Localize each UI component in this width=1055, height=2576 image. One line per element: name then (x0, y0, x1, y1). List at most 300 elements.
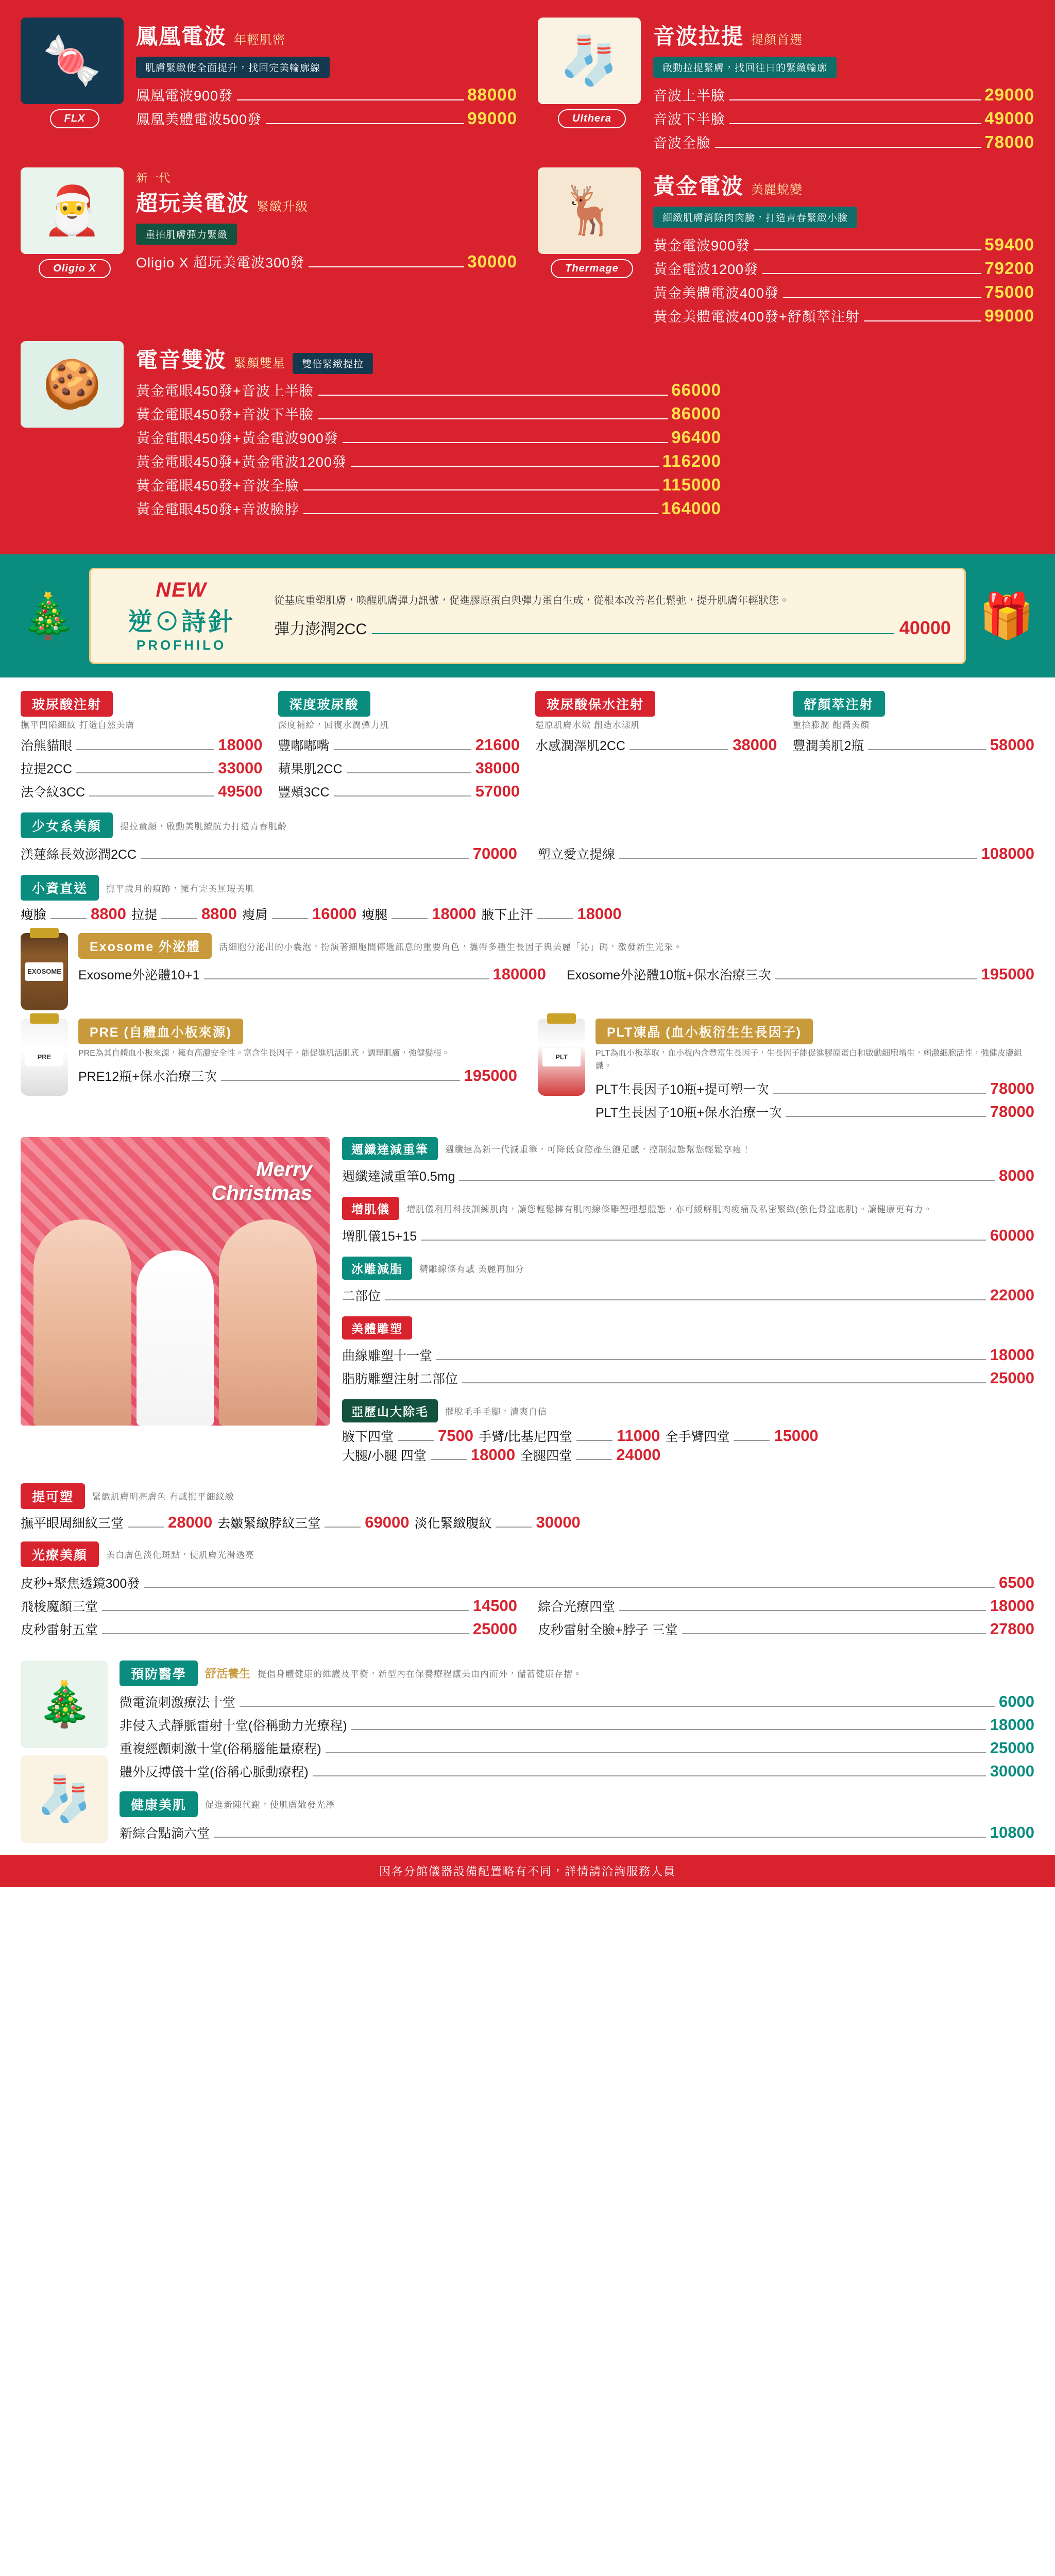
treatment-heading (136, 20, 517, 50)
treatment-heading (653, 20, 1034, 50)
filler-block-sculptra (793, 691, 1035, 803)
plt-details (595, 1019, 1034, 1124)
price-value: 78000 (990, 1102, 1034, 1121)
leader-dots (303, 513, 658, 514)
price-value: 99000 (984, 306, 1034, 325)
growth-factor-grid (21, 1019, 1034, 1132)
leader-dots (76, 749, 214, 750)
leader-dots (576, 1440, 612, 1441)
price-value: 10800 (990, 1823, 1034, 1841)
leader-dots (775, 978, 977, 979)
category-header (120, 1660, 1034, 1686)
price-row (136, 378, 721, 402)
model-figure-right (219, 1219, 317, 1426)
price-value: 75000 (984, 282, 1034, 301)
price-row (274, 616, 951, 639)
price-value: 15000 (774, 1426, 819, 1445)
leader-dots (144, 1587, 995, 1588)
price-row (21, 757, 263, 780)
model-figure-left (33, 1219, 131, 1426)
price-label: 黃金電眼450發+黃金電波1200發 (136, 454, 347, 470)
leader-dots (462, 1382, 986, 1383)
price-row (278, 780, 520, 803)
new-generation-flag: 新一代 (136, 172, 171, 184)
price-label: 全腿四堂 (520, 1448, 572, 1463)
price-value: 78000 (990, 1079, 1034, 1097)
category-label: 亞歷山大除毛 (342, 1399, 438, 1422)
price-value: 59400 (984, 235, 1034, 254)
category-subtitle: 舒活養生 (205, 1667, 251, 1681)
cryolipolysis-block (342, 1257, 1034, 1307)
price-value: 79200 (984, 259, 1034, 278)
price-value: 108000 (981, 844, 1034, 862)
leader-dots (237, 99, 464, 100)
price-row (136, 83, 517, 107)
price-label: 塑立愛立提線 (538, 848, 616, 862)
leader-dots (729, 99, 981, 100)
leader-dots (325, 1527, 361, 1528)
main-services-section (0, 677, 1055, 1137)
christmas-tree-icon: 🎄 (21, 591, 76, 641)
price-label: 腋下止汗 (481, 908, 533, 922)
price-value: 180000 (492, 965, 546, 983)
exosome-block (21, 933, 1034, 1010)
price-label: 拉提2CC (21, 762, 73, 776)
price-label: 黃金電眼450發+音波上半臉 (136, 383, 314, 399)
tixel-block (21, 1483, 1034, 1532)
price-row (120, 1760, 1034, 1783)
merry-christmas-text: Merry Christmas (211, 1158, 312, 1205)
category-label: PLT凍晶 (血小板衍生生長因子) (595, 1019, 813, 1044)
category-header (21, 1541, 1034, 1567)
price-label: 法令紋3CC (21, 785, 86, 800)
price-row (481, 905, 621, 924)
price-row (21, 1595, 517, 1618)
price-row (342, 1284, 1034, 1307)
pre-details (78, 1019, 517, 1088)
price-value: 40000 (899, 617, 951, 638)
profhilo-description: 從基底重塑肌膚，喚醒肌膚彈力訊號，促進膠原蛋白與彈力蛋白生成，從根本改善老化鬆弛，提升肌膚年輕狀態。 (274, 595, 790, 606)
price-label: 大腿/小腿 四堂 (342, 1448, 427, 1463)
treatment-tagline: 雙倍緊緻提拉 (293, 353, 373, 374)
price-value: 18000 (990, 1596, 1034, 1615)
price-label: Exosome外泌體10瓶+保水治療三次 (567, 968, 771, 982)
treatment-tagline: 啟動拉提緊膚，找回往日的緊緻輪廓 (653, 57, 837, 78)
price-row (567, 963, 1034, 986)
price-row (136, 250, 517, 274)
energy-devices-grid (21, 18, 1034, 534)
price-value: 7500 (438, 1426, 473, 1445)
leader-dots (102, 1610, 469, 1611)
laser-hair-removal-block (342, 1399, 1034, 1465)
treatment-name: 音波拉提 (653, 24, 744, 48)
price-label: 黃金美體電波400發 (653, 285, 779, 301)
model-figures (21, 1204, 330, 1426)
category-header (342, 1257, 1034, 1280)
leader-dots (754, 249, 981, 250)
category-label: 深度玻尿酸 (278, 691, 370, 717)
price-label: 渼蓮絲長效澎潤2CC (21, 848, 137, 862)
leader-dots (343, 442, 668, 443)
price-row (595, 1100, 1034, 1124)
price-value: 8000 (999, 1166, 1034, 1184)
leader-dots (773, 1093, 985, 1094)
price-label: 皮秒雷射五堂 (21, 1622, 98, 1637)
price-row (342, 1164, 1034, 1188)
price-label: 音波全臉 (653, 135, 711, 151)
profhilo-section (0, 554, 1055, 677)
category-description: 提倡身體健康的維護及平衡，新型內在保養療程讓美由內而外，儲蓄健康存摺。 (258, 1669, 583, 1680)
price-value: 21600 (475, 736, 520, 754)
youth-series-block (21, 812, 1034, 866)
category-label: 小資直送 (21, 875, 99, 901)
price-label: 新綜合點滴六堂 (120, 1826, 210, 1841)
category-header (535, 691, 777, 717)
leader-dots (629, 749, 728, 750)
energy-devices-section (0, 0, 1055, 554)
leader-dots (619, 858, 977, 859)
category-header (21, 1483, 1034, 1509)
preventive-wrapper (21, 1660, 1034, 1844)
price-value: 18000 (990, 1345, 1034, 1364)
price-label: 豐嘟嘟嘴 (278, 739, 330, 753)
price-label: 皮秒雷射全臉+脖子 三堂 (538, 1622, 678, 1637)
leader-dots (436, 1359, 986, 1360)
price-row (131, 905, 237, 924)
price-row (653, 107, 1034, 130)
treatment-name: 超玩美電波 (136, 191, 250, 215)
treatment-name: 電音雙波 (136, 348, 227, 372)
price-value: 29000 (984, 85, 1034, 104)
leader-dots (326, 1752, 986, 1753)
price-value: 99000 (467, 109, 517, 128)
price-label: 治熊貓眼 (21, 739, 73, 753)
price-row (120, 1690, 1034, 1714)
price-row (136, 497, 721, 520)
price-label: 非侵入式靜脈雷射十堂(俗稱動力光療程) (120, 1718, 347, 1733)
price-label: 黃金電眼450發+黃金電波900發 (136, 431, 338, 446)
preventive-illustrations (21, 1660, 108, 1843)
category-label: 光療美顏 (21, 1541, 99, 1567)
price-value: 8800 (91, 905, 126, 923)
price-value: 49500 (218, 782, 263, 800)
price-label: 黃金電眼450發+音波臉脖 (136, 502, 299, 517)
leader-dots (76, 772, 214, 773)
treatment-illustration (21, 18, 129, 128)
category-description: 撫平歲月的痕跡，擁有完美無瑕美肌 (106, 884, 255, 894)
category-header (793, 691, 1035, 717)
leader-dots (102, 1633, 469, 1634)
price-label: 黃金電波1200發 (653, 262, 759, 277)
treatment-name: 鳳凰電波 (136, 24, 227, 48)
budget-price-row (21, 905, 1034, 924)
price-value: 18000 (432, 905, 477, 923)
treatment-card-thermage (538, 167, 1034, 328)
leader-dots (141, 858, 469, 859)
price-row (342, 1344, 1034, 1367)
snowman-prop (137, 1250, 214, 1426)
leader-dots (161, 918, 197, 919)
price-row (653, 233, 1034, 257)
price-value: 18000 (577, 905, 622, 923)
treatment-card-ulthera (538, 18, 1034, 154)
leader-dots (309, 266, 464, 267)
price-label: 彈力澎潤2CC (274, 621, 367, 638)
price-label: 週纖達減重筆0.5mg (342, 1169, 455, 1184)
price-label: 皮秒+聚焦透鏡300發 (21, 1576, 140, 1591)
leader-dots (372, 633, 894, 634)
price-value: 195000 (981, 965, 1034, 983)
price-value: 66000 (671, 380, 721, 399)
leader-dots (89, 795, 214, 796)
price-value: 78000 (984, 132, 1034, 151)
price-value: 164000 (661, 499, 721, 518)
treatment-subtitle: 緊緻升級 (257, 200, 309, 214)
brand-badge: Thermage (551, 259, 633, 278)
price-value: 22000 (990, 1285, 1034, 1304)
price-value: 18000 (470, 1445, 516, 1464)
body-sculpting-block (342, 1316, 1034, 1390)
body-treatments-column (342, 1137, 1034, 1474)
price-value: 33000 (218, 759, 263, 777)
category-description: PLT為血小板萃取，血小板內含豐富生長因子，生長因子能促進膠原蛋白和啟動細胞增生，刺激細胞活性，強健皮膚組織。 (595, 1049, 1023, 1071)
price-row (653, 280, 1034, 304)
price-row (665, 1427, 818, 1446)
vial-cap (30, 1013, 59, 1024)
leader-dots (385, 1299, 986, 1300)
vial-label: PRE (25, 1048, 63, 1066)
price-value: 195000 (464, 1066, 517, 1084)
profhilo-card (89, 568, 966, 664)
treatment-details (646, 18, 1034, 154)
price-value: 30000 (467, 252, 517, 271)
category-header (21, 875, 1034, 901)
profhilo-name-en: PROFHILO (136, 637, 227, 653)
price-value: 27800 (990, 1619, 1034, 1638)
price-label: 去皺緊緻脖紋三堂 (217, 1516, 321, 1531)
category-header (342, 1316, 1034, 1340)
category-label: 玻尿酸保水注射 (535, 691, 655, 717)
leader-dots (221, 1080, 460, 1081)
treatment-illustration (538, 18, 646, 128)
price-row (535, 734, 777, 757)
price-label: PLT生長因子10瓶+保水治療一次 (595, 1105, 782, 1120)
price-label: 瘦肩 (242, 908, 268, 922)
christmas-tree-icon: 🎄 (21, 1660, 108, 1748)
brand-badge: Ulthera (558, 109, 626, 128)
price-label: 曲線雕塑十一堂 (342, 1348, 433, 1363)
price-row (538, 1618, 1034, 1641)
leader-dots (783, 297, 981, 298)
price-row (21, 905, 126, 924)
treatment-details (646, 167, 1034, 328)
leader-dots (334, 749, 471, 750)
treatment-subtitle: 美麗蛻變 (751, 183, 803, 197)
preventive-content (120, 1660, 1034, 1844)
price-row (342, 1367, 1034, 1390)
price-row (595, 1077, 1034, 1100)
profhilo-details (274, 592, 951, 639)
category-header (21, 812, 1034, 838)
price-value: 18000 (218, 736, 263, 754)
price-value: 115000 (662, 475, 721, 494)
price-row (21, 1513, 212, 1532)
price-label: Oligio X 超玩美電波300發 (136, 255, 305, 270)
hair-removal-price-row-2 (342, 1446, 1034, 1465)
category-description: 撫平凹陷細紋 打造自然美膚 (21, 720, 135, 730)
christmas-photo-column (21, 1137, 330, 1426)
category-description: PRE為其自體血小板來源，擁有高濃安全性。富含生長因子，能促進肌活肌底，調理肌膚，強健髮根。 (78, 1049, 450, 1058)
treatment-card-dual (21, 341, 1034, 520)
leader-dots (715, 147, 981, 148)
muscle-builder-block (342, 1197, 1034, 1247)
weekly-slimming-pen-block (342, 1137, 1034, 1188)
leader-dots (682, 1633, 986, 1634)
category-description: 活細胞分泌出的小囊泡，扮演著細胞間傳遞訊息的重要角色，攜帶多種生長因子與美麗「沁」碼，激發新生光采。 (219, 942, 683, 952)
leader-dots (786, 1116, 985, 1117)
price-row (414, 1513, 580, 1532)
treatment-heading (136, 187, 517, 217)
price-label: 全手臂四堂 (665, 1429, 730, 1444)
leader-dots (204, 978, 489, 979)
treatment-details (129, 18, 517, 130)
treatment-details (129, 167, 517, 274)
gift-box-icon: 🎁 (979, 591, 1034, 641)
price-label: 手臂/比基尼四堂 (478, 1429, 572, 1444)
leader-dots (334, 795, 471, 796)
plt-vial-icon (538, 1019, 585, 1096)
price-value: 116200 (662, 451, 721, 470)
leader-dots (240, 1706, 995, 1707)
price-value: 25000 (990, 1368, 1034, 1387)
treatment-heading (136, 343, 721, 374)
price-value: 30000 (990, 1761, 1034, 1780)
leader-dots (303, 489, 659, 490)
brand-badge: Oligio X (39, 259, 111, 278)
price-label: 音波上半臉 (653, 88, 725, 104)
price-value: 25000 (990, 1738, 1034, 1757)
price-value: 14500 (472, 1596, 517, 1615)
vial-label: PLT (542, 1048, 581, 1066)
price-row (136, 426, 721, 449)
price-value: 24000 (616, 1445, 661, 1464)
price-row (120, 1821, 1034, 1844)
category-label: 少女系美顏 (21, 812, 113, 838)
budget-block (21, 875, 1034, 924)
price-row (21, 734, 263, 757)
price-label: 瘦腿 (362, 908, 388, 922)
price-row (136, 107, 517, 130)
price-label: 鳳凰美體電波500發 (136, 112, 262, 127)
price-row (136, 449, 721, 473)
price-label: 增肌儀15+15 (342, 1229, 417, 1244)
price-value: 58000 (990, 736, 1034, 754)
category-label: 預防醫學 (120, 1660, 198, 1686)
category-label: Exosome 外泌體 (78, 933, 212, 959)
profhilo-logo (104, 579, 259, 653)
price-label: 脂肪雕塑注射二部位 (342, 1371, 458, 1386)
laser-price-grid (21, 1595, 1034, 1641)
category-label: 提可塑 (21, 1483, 85, 1509)
price-label: Exosome外泌體10+1 (78, 968, 200, 982)
price-value: 86000 (671, 404, 721, 423)
price-row (653, 304, 1034, 328)
price-label: PLT生長因子10瓶+提可塑一次 (595, 1082, 769, 1097)
category-header (278, 691, 520, 717)
treatment-tagline: 肌膚緊緻使全面提升，找回完美輪廓線 (136, 57, 330, 78)
price-row (342, 1446, 515, 1465)
preventive-medicine-section (0, 1655, 1055, 1855)
price-value: 11000 (616, 1426, 660, 1445)
category-header (342, 1197, 1034, 1220)
price-label: 鳳凰電波900發 (136, 88, 233, 104)
pre-vial-icon (21, 1019, 68, 1096)
price-row (520, 1446, 660, 1465)
price-label: 黃金美體電波400發+舒顏萃注射 (653, 309, 860, 325)
leader-dots (272, 918, 308, 919)
price-row (242, 905, 356, 924)
price-label: 淡化緊緻腹紋 (414, 1516, 492, 1531)
leader-dots (537, 918, 573, 919)
price-row (21, 780, 263, 803)
leader-dots (398, 1440, 434, 1441)
treatment-tagline: 細緻肌膚消除肉肉臉，打造青春緊緻小臉 (653, 207, 857, 228)
price-row (21, 842, 517, 866)
category-description: 緊緻肌膚明亮膚色 有感撫平細紋緻 (92, 1492, 234, 1502)
treatment-illustration (21, 167, 129, 278)
category-description: 還原肌膚水嫩 創造水漾肌 (535, 720, 640, 730)
price-row (793, 734, 1035, 757)
christmas-model-photo (21, 1137, 330, 1426)
treatment-tagline: 重拍肌膚彈力緊緻 (136, 224, 237, 245)
treatment-subtitle: 緊顏雙星 (234, 357, 286, 370)
phototherapy-block (21, 1541, 1034, 1641)
category-label: 健康美肌 (120, 1791, 198, 1817)
leader-dots (128, 1527, 164, 1528)
price-label: 音波下半臉 (653, 112, 725, 127)
candy-cane-icon: 🍬 (21, 18, 124, 104)
treatment-card-fenghuang (21, 18, 517, 154)
stocking-icon: 🧦 (21, 1755, 108, 1843)
price-label: 拉提 (131, 908, 157, 922)
treatment-name: 黃金電波 (653, 174, 744, 198)
price-value: 88000 (467, 85, 517, 104)
leader-dots (266, 123, 464, 124)
price-value: 70000 (472, 844, 517, 862)
category-label: 玻尿酸注射 (21, 691, 113, 717)
exosome-price-grid (78, 963, 1034, 986)
brand-badge: FLX (50, 109, 100, 128)
price-label: 豐頰3CC (278, 785, 330, 800)
category-description: 提拉童顏，啟動美肌續航力打造青春肌齡 (120, 821, 287, 832)
plt-block (538, 1019, 1034, 1124)
price-row (479, 1427, 660, 1446)
category-description: 重拾膨潤 飽滿美顏 (792, 720, 870, 730)
price-label: 蘋果肌2CC (278, 762, 343, 776)
price-row (120, 1737, 1034, 1760)
treatment-illustration (21, 341, 129, 428)
price-row (217, 1513, 409, 1532)
exosome-details (78, 933, 1034, 986)
leader-dots (318, 395, 668, 396)
category-label: 美體雕塑 (342, 1316, 412, 1340)
category-header (78, 933, 1034, 959)
leader-dots (868, 749, 985, 750)
stocking-icon: 🧦 (538, 18, 641, 104)
price-label: 黃金電眼450發+音波下半臉 (136, 407, 314, 422)
reindeer-icon: 🦌 (538, 167, 641, 254)
pre-block (21, 1019, 517, 1124)
